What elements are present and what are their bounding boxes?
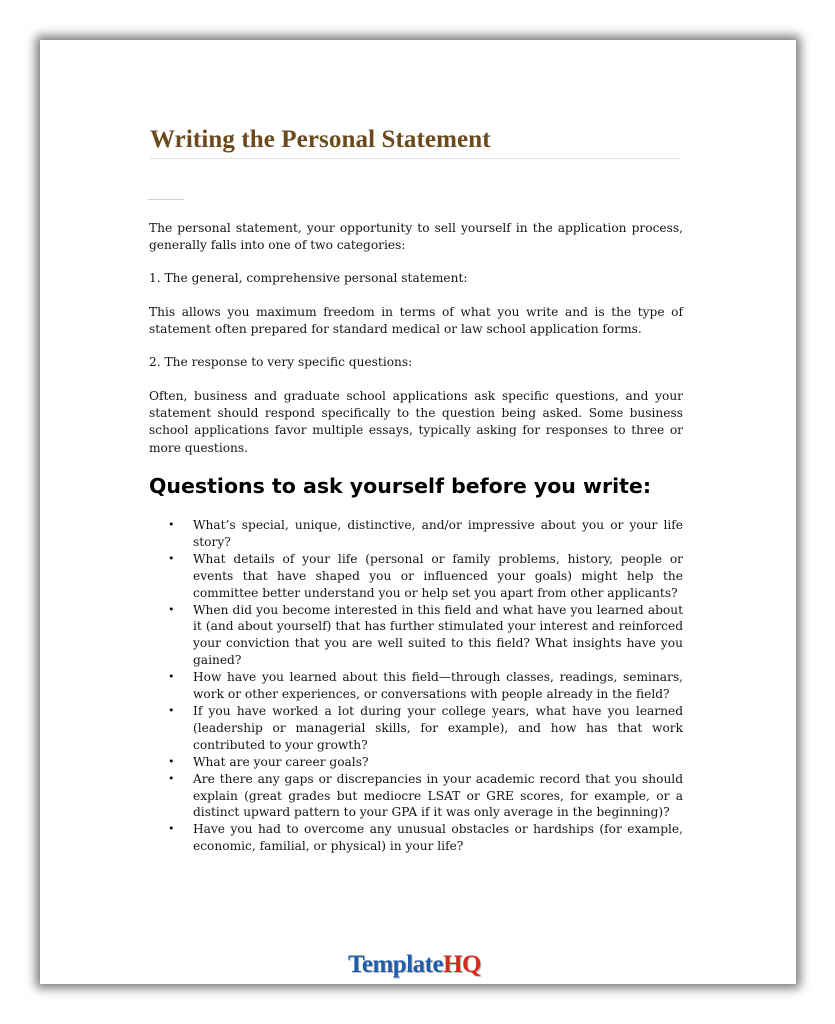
- category-one-paragraph: This allows you maximum freedom in terms of what you write and is the type of statement often prepared for standard medical or law school application forms.: [149, 305, 683, 337]
- list-item: [149, 754, 683, 771]
- faint-mark: [148, 199, 184, 200]
- bullet-icon: •: [168, 551, 175, 565]
- category-one-label: 1. The general, comprehensive personal statement:: [149, 271, 468, 285]
- bullet-icon: •: [168, 703, 175, 717]
- question-text: Are there any gaps or discrepancies in your academic record that you should explain (great grades but mediocre LSAT or GRE scores, for example, or a distinct upward pattern to your GPA if it was only average in the beginning)?: [193, 771, 683, 820]
- category-two-label: 2. The response to very specific questions:: [149, 355, 413, 369]
- list-item: [149, 771, 683, 822]
- bullet-icon: •: [168, 754, 175, 768]
- templatehq-logo: [348, 951, 481, 979]
- question-text: Have you had to overcome any unusual obstacles or hardships (for example, economic, familial, or physical) in your life?: [193, 822, 683, 854]
- category-two-paragraph: Often, business and graduate school applications ask specific questions, and your statement should respond specifically to the question being asked. Some business school applications favor multiple essays, typically asking for responses to three or more questions.: [149, 389, 683, 455]
- bullet-icon: •: [168, 518, 175, 531]
- title-divider: [150, 158, 680, 159]
- list-item: [149, 821, 683, 855]
- question-text: When did you become interested in this field and what have you learned about it (and about yourself) that has further stimulated your interest and reinforced your conviction that you are well suited to this field? What insights have you gained?: [193, 602, 683, 668]
- bullet-icon: •: [168, 822, 175, 836]
- document-title: Writing the Personal Statement: [150, 126, 491, 153]
- question-text: What’s special, unique, distinctive, and/or impressive about you or your life story?: [193, 518, 683, 549]
- bullet-icon: •: [168, 670, 175, 684]
- document-page: [40, 40, 796, 984]
- logo-text-hq: HQ: [443, 951, 481, 978]
- list-item: [149, 669, 683, 703]
- question-text: If you have worked a lot during your college years, what have you learned (leadership or managerial skills, for example), and how has that work contributed to your growth?: [193, 703, 683, 752]
- list-item: [149, 703, 683, 754]
- bullet-icon: •: [168, 602, 175, 616]
- questions-heading: Questions to ask yourself before you write:: [149, 474, 652, 498]
- list-item: [149, 551, 683, 602]
- list-item: [149, 602, 683, 670]
- question-text: What details of your life (personal or family problems, history, people or events that have shaped you or influenced your goals) might help the committee better understand you or help set you apart from other applicants?: [193, 551, 683, 600]
- questions-list: [149, 517, 683, 855]
- intro-paragraph: The personal statement, your opportunity to sell yourself in the application process, generally falls into one of two categories:: [149, 221, 683, 253]
- bullet-icon: •: [168, 771, 175, 785]
- list-item: [149, 517, 683, 551]
- logo-text-template: Template: [348, 951, 444, 978]
- question-text: What are your career goals?: [193, 754, 369, 769]
- question-text: How have you learned about this field—through classes, readings, seminars, work or other experiences, or conversations with people already in the field?: [193, 670, 683, 702]
